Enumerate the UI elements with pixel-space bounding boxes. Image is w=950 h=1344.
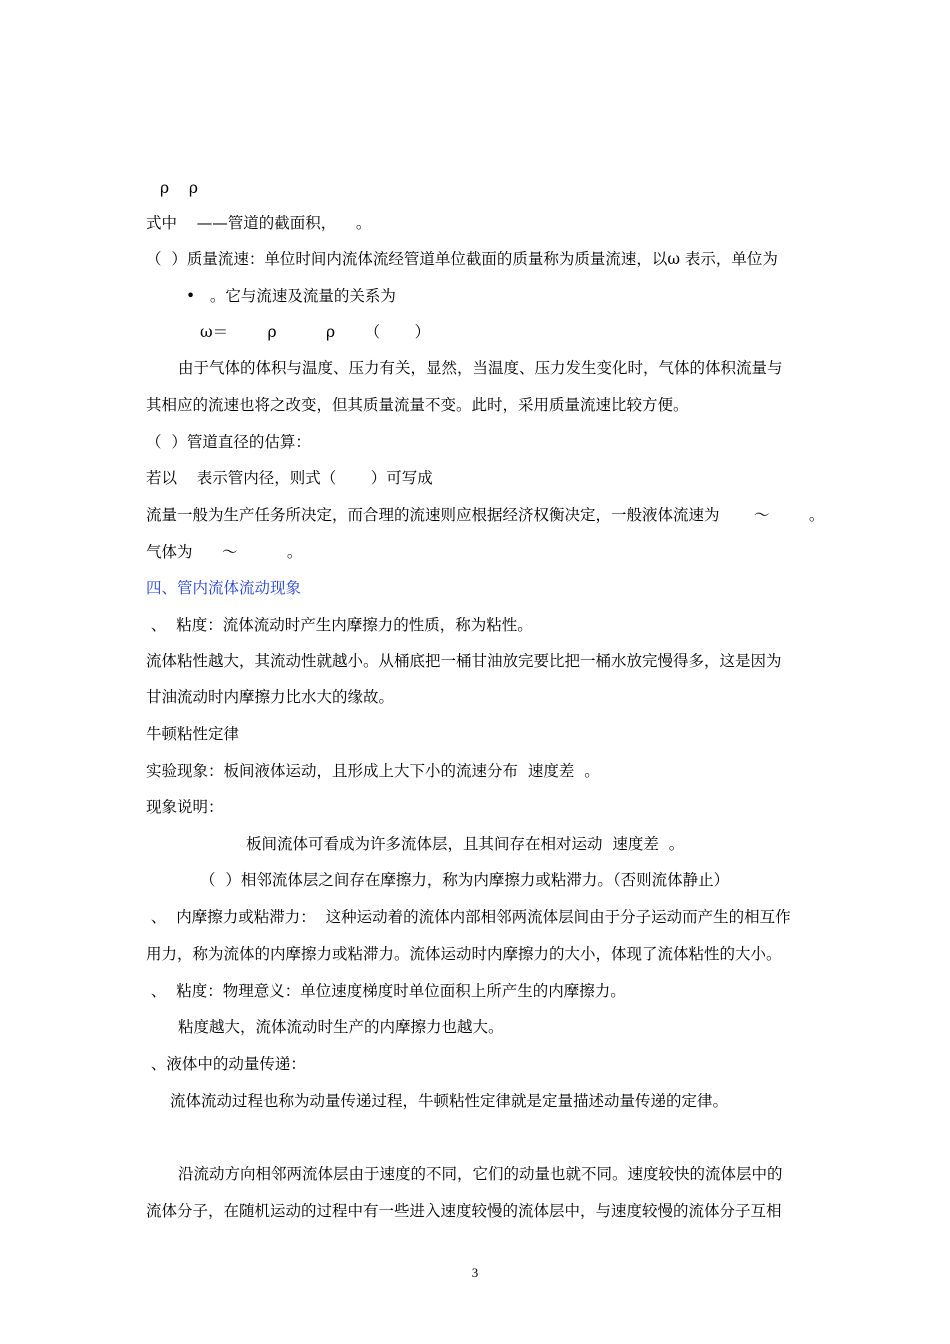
text-line-viscosity-larger: 粘度越大，流体流动时生产的内摩擦力也越大。 — [178, 1018, 504, 1036]
text-line-area-definition: 式中 ——管道的截面积， 。 — [146, 214, 372, 232]
section-heading: 四、管内流体流动现象 — [146, 579, 302, 597]
text-line-pipe-diameter: （ ）管道直径的估算： — [146, 433, 311, 451]
text-line-explanation-label: 现象说明： — [146, 798, 224, 816]
subheading-newton-law: 牛顿粘性定律 — [146, 725, 240, 743]
formula-rho-line: ρ ρ — [160, 179, 198, 197]
text-line-viscosity-def: 、 粘度：流体流动时产生内摩擦力的性质，称为粘性。 — [146, 616, 533, 634]
text-line-gas-velocity: 气体为 ～ 。 — [146, 543, 303, 561]
paragraph-momentum-line2: 流体分子，在随机运动的过程中有一些进入速度较慢的流体层中，与速度较慢的流体分子互相 — [146, 1202, 782, 1220]
text-line-mass-velocity: （ ）质量流速：单位时间内流体流经管道单位截面的质量称为质量流速，以ω 表示，单位为 — [146, 250, 778, 268]
paragraph-internal-friction-line1: 、 内摩擦力或粘滞力： 这种运动着的流体内部相邻两流体层间由于分子运动而产生的相互作 — [146, 908, 791, 926]
paragraph-viscosity-line1: 流体粘性越大，其流动性就越小。从桶底把一桶甘油放完要比把一桶水放完慢得多，这是因为 — [146, 652, 782, 670]
paragraph-momentum-line1: 沿流动方向相邻两流体层由于速度的不同，它们的动量也就不同。速度较快的流体层中的 — [178, 1165, 783, 1183]
text-line-momentum-heading: 、液体中的动量传递： — [146, 1055, 306, 1073]
text-line-experiment: 实验现象：板间液体运动，且形成上大下小的流速分布 速度差 。 — [146, 762, 600, 780]
text-line-explanation-1: 板间流体可看成为许多流体层，且其间存在相对运动 速度差 。 — [246, 835, 685, 853]
formula-omega-line: ω＝ ρ ρ （ ） — [200, 323, 431, 341]
text-line-inner-diameter: 若以 表示管内径，则式（ ）可写成 — [146, 469, 433, 487]
paragraph-viscosity-line2: 甘油流动时内摩擦力比水大的缘故。 — [146, 688, 395, 706]
text-line-momentum-transfer: 流体流动过程也称为动量传递过程，牛顿粘性定律就是定量描述动量传递的定律。 — [170, 1092, 729, 1110]
text-line-mass-velocity-unit: • 。它与流速及流量的关系为 — [186, 287, 396, 305]
text-line-explanation-2: （ ）相邻流体层之间存在摩擦力，称为内摩擦力或粘滞力。（否则流体静止） — [200, 871, 730, 889]
text-line-viscosity-meaning: 、 粘度：物理意义：单位速度梯度时单位面积上所产生的内摩擦力。 — [146, 982, 626, 1000]
paragraph-internal-friction-line2: 用力，称为流体的内摩擦力或粘滞力。流体运动时内摩擦力的大小，体现了流体粘性的大小。 — [146, 945, 782, 963]
text-line-flow-decision: 流量一般为生产任务所决定，而合理的流速则应根据经济权衡决定，一般液体流速为 ～ 。 — [146, 506, 825, 524]
page-number: 3 — [471, 1265, 479, 1280]
paragraph-gas-volume-line2: 其相应的流速也将之改变，但其质量流量不变。此时，采用质量流速比较方便。 — [146, 396, 689, 414]
paragraph-gas-volume-line1: 由于气体的体积与温度、压力有关，显然，当温度、压力发生变化时，气体的体积流量与 — [178, 359, 783, 377]
